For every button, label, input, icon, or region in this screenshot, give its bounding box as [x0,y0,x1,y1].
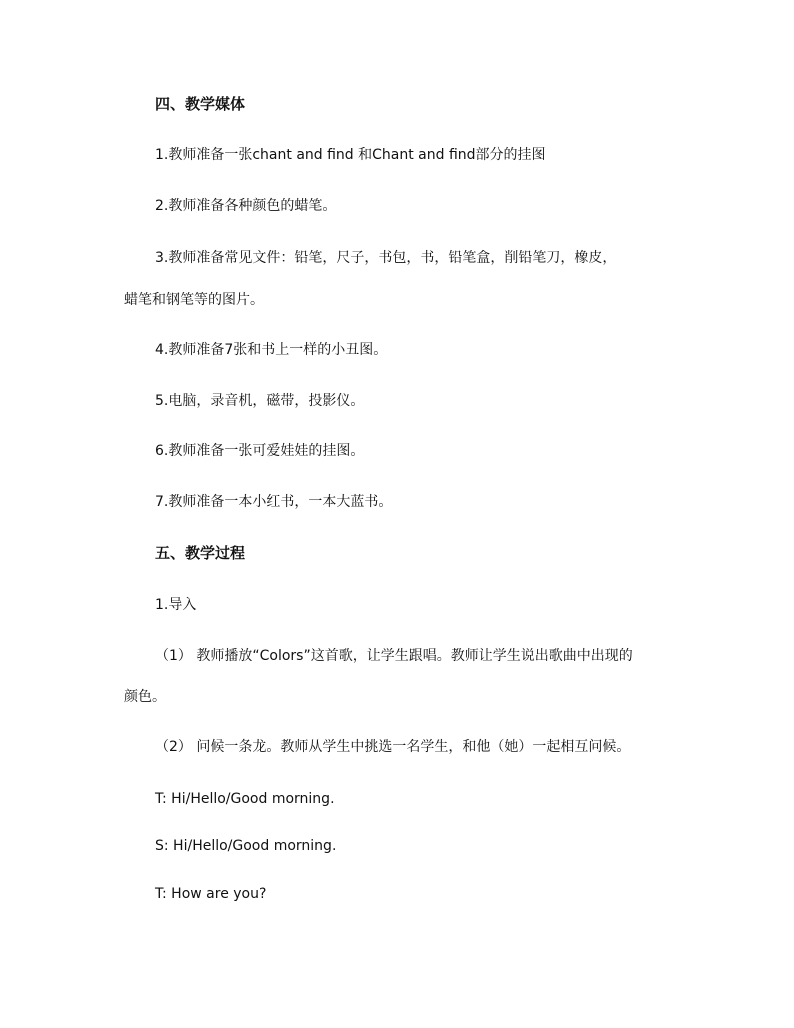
media-item: 5.电脑，录音机，磁带，投影仪。 [155,393,365,409]
media-item: 7.教师准备一本小红书，一本大蓝书。 [155,494,393,510]
paragraph-line-continuation: 颜色。 [124,689,166,705]
media-item: 4.教师准备7张和书上一样的小丑图。 [155,342,388,358]
dialogue-line: T: How are you? [155,886,267,902]
media-item: 6.教师准备一张可爱娃娃的挂图。 [155,443,365,459]
paragraph-line: （2） 问候一条龙。教师从学生中挑选一名学生，和他（她）一起相互问候。 [155,739,631,755]
media-item-continuation: 蜡笔和钢笔等的图片。 [124,292,264,308]
paragraph-line: （1） 教师播放“Colors”这首歌，让学生跟唱。教师让学生说出歌曲中出现的 [155,648,633,664]
step-title: 1.导入 [155,597,197,613]
dialogue-line: T: Hi/Hello/Good morning. [155,791,335,807]
media-item: 1.教师准备一张chant and find 和Chant and find部分的挂图 [155,147,546,163]
section-heading-teaching-process: 五、教学过程 [155,544,246,562]
media-item: 2.教师准备各种颜色的蜡笔。 [155,198,337,214]
dialogue-line: S: Hi/Hello/Good morning. [155,838,337,854]
media-item: 3.教师准备常见文件：铅笔，尺子，书包，书，铅笔盒，削铅笔刀，橡皮， [155,250,617,266]
section-heading-teaching-media: 四、教学媒体 [155,95,246,113]
